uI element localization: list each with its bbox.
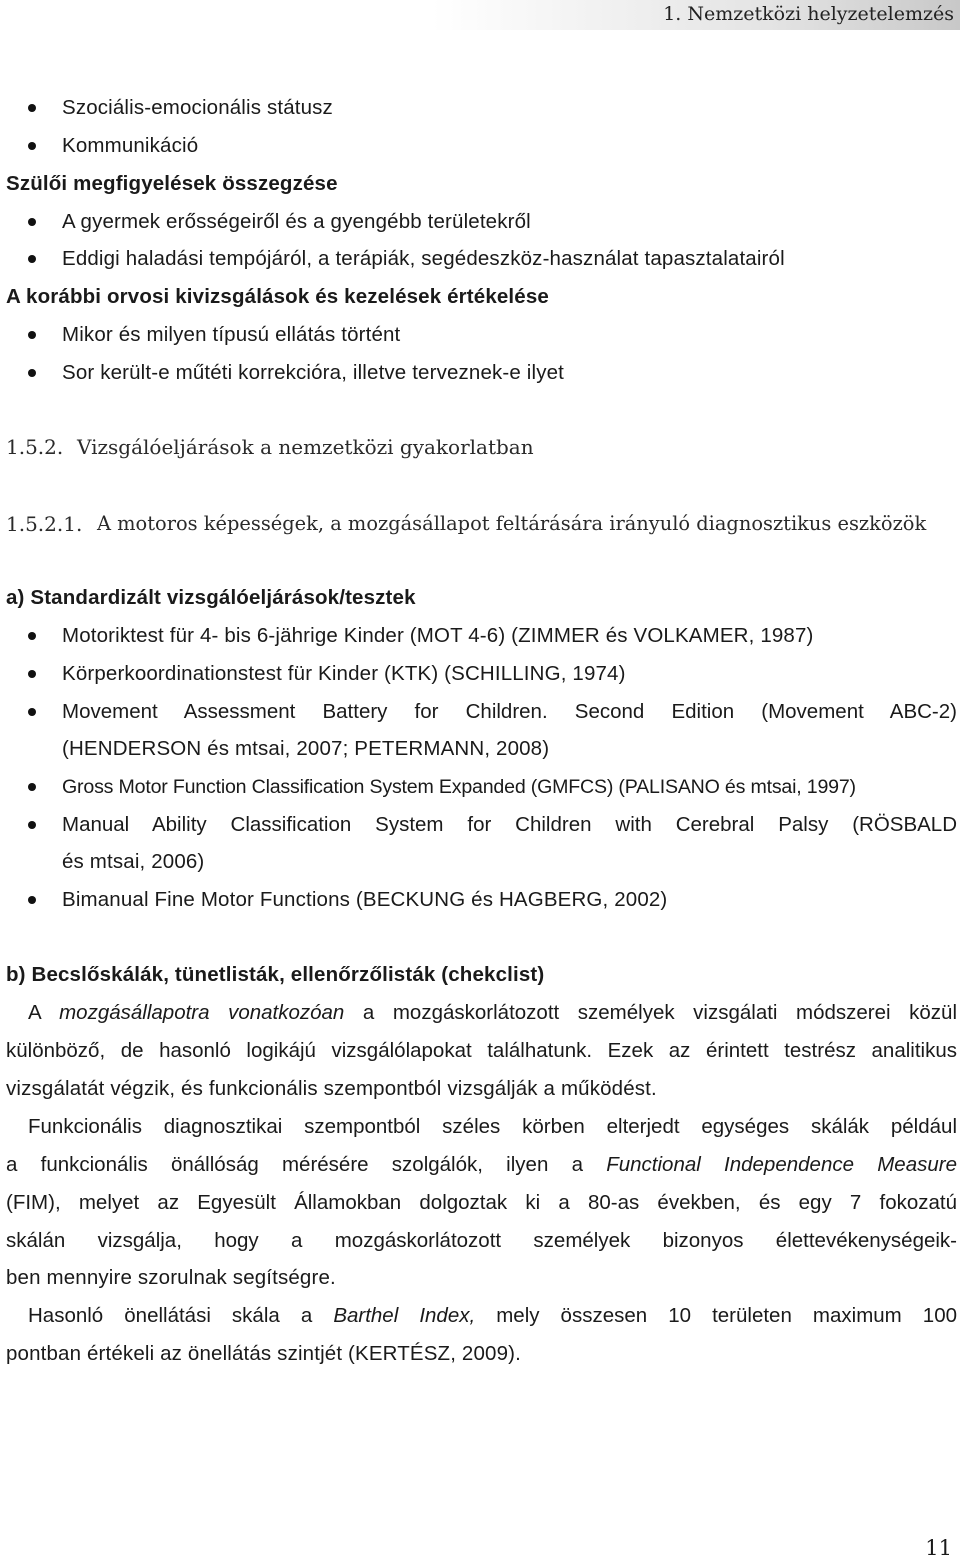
list-item: Manual Ability Classification System for Children with Cerebral Palsy (RÖSBALD bbox=[62, 813, 957, 836]
section-number: 1.5.2. bbox=[6, 435, 64, 459]
paragraph-line: vizsgálatát végzik, és funkcionális szempontból vizsgálják a működést. bbox=[6, 1077, 657, 1100]
bullet-icon bbox=[28, 708, 36, 716]
section-title: Vizsgálóeljárások a nemzetközi gyakorlatban bbox=[77, 435, 534, 459]
bullet-icon bbox=[28, 632, 36, 640]
bullet-icon bbox=[28, 218, 36, 226]
paragraph-line: Hasonló önellátási skála a Barthel Index, mely összesen 10 területen maximum 100 bbox=[28, 1304, 957, 1327]
list-item: Körperkoordinationstest für Kinder (KTK) (SCHILLING, 1974) bbox=[62, 662, 626, 685]
paragraph-line: különböző, de hasonló logikájú vizsgálólapokat találhatunk. Ezek az érintett testrész analitikus bbox=[6, 1039, 957, 1062]
paragraph-line: a funkcionális önállóság mérésére szolgálók, ilyen a Functional Independence Measure bbox=[6, 1153, 957, 1176]
paragraph-line: (FIM), melyet az Egyesült Államokban dolgoztak ki a 80-as években, és egy 7 fokozatú bbox=[6, 1191, 957, 1214]
bullet-icon bbox=[28, 104, 36, 112]
list-item: Movement Assessment Battery for Children. Second Edition (Movement ABC-2) bbox=[62, 700, 957, 723]
bullet-icon bbox=[28, 331, 36, 339]
paragraph-line: A mozgásállapotra vonatkozóan a mozgáskorlátozott személyek vizsgálati módszerei közül bbox=[28, 1001, 957, 1024]
emphasis: mozgásállapotra vonatkozóan bbox=[59, 1001, 345, 1024]
list-item-continuation: és mtsai, 2006) bbox=[62, 850, 205, 873]
subsection-number: 1.5.2.1. bbox=[6, 512, 83, 536]
list-item: Mikor és milyen típusú ellátás történt bbox=[62, 323, 401, 346]
list-item: Eddigi haladási tempójáról, a terápiák, segédeszköz-használat tapasztalatairól bbox=[62, 247, 785, 270]
bullet-icon bbox=[28, 255, 36, 263]
running-header-title: 1. Nemzetközi helyzetelemzés bbox=[663, 3, 954, 25]
paragraph-line: ben mennyire szorulnak segítségre. bbox=[6, 1266, 336, 1289]
subheading-orvosi: A korábbi orvosi kivizsgálások és kezelések értékelése bbox=[6, 285, 549, 308]
subheading-szuloi: Szülői megfigyelések összegzése bbox=[6, 172, 338, 195]
bullet-icon bbox=[28, 369, 36, 377]
list-item-continuation: (HENDERSON és mtsai, 2007; PETERMANN, 2008) bbox=[62, 737, 550, 760]
subsection-title: A motoros képességek, a mozgásállapot feltárására irányuló diagnosztikus eszközök bbox=[97, 512, 927, 535]
bullet-icon bbox=[28, 821, 36, 829]
page-header bbox=[0, 0, 960, 30]
subheading-part-a: a) Standardizált vizsgálóeljárások/tesztek bbox=[6, 586, 416, 609]
paragraph-line: pontban értékeli az önellátás szintjét (KERTÉSZ, 2009). bbox=[6, 1342, 521, 1365]
list-item: Sor került-e műtéti korrekcióra, illetve terveznek-e ilyet bbox=[62, 361, 565, 384]
bullet-icon bbox=[28, 896, 36, 904]
list-item: Gross Motor Function Classification System Expanded (GMFCS) (PALISANO és mtsai, 1997) bbox=[62, 776, 856, 798]
list-item: Szociális-emocionális státusz bbox=[62, 96, 333, 119]
paragraph-line: skálán vizsgálja, hogy a mozgáskorlátozott személyek bizonyos élettevékenységeik- bbox=[6, 1229, 957, 1252]
subheading-part-b: b) Becslőskálák, tünetlisták, ellenőrzőlisták (chekclist) bbox=[6, 963, 545, 986]
emphasis: Functional Independence Measure bbox=[606, 1153, 957, 1176]
list-item: A gyermek erősségeiről és a gyengébb területekről bbox=[62, 210, 531, 233]
page-number: 11 bbox=[925, 1536, 952, 1560]
bullet-icon bbox=[28, 670, 36, 678]
bullet-icon bbox=[28, 142, 36, 150]
emphasis: Barthel Index, bbox=[333, 1304, 476, 1327]
list-item: Motoriktest für 4- bis 6-jährige Kinder (MOT 4-6) (ZIMMER és VOLKAMER, 1987) bbox=[62, 624, 814, 647]
bullet-icon bbox=[28, 783, 36, 791]
paragraph-line: Funkcionális diagnosztikai szempontból széles körben elterjedt egységes skálák például bbox=[28, 1115, 957, 1138]
list-item: Bimanual Fine Motor Functions (BECKUNG és HAGBERG, 2002) bbox=[62, 888, 668, 911]
list-item: Kommunikáció bbox=[62, 134, 199, 157]
